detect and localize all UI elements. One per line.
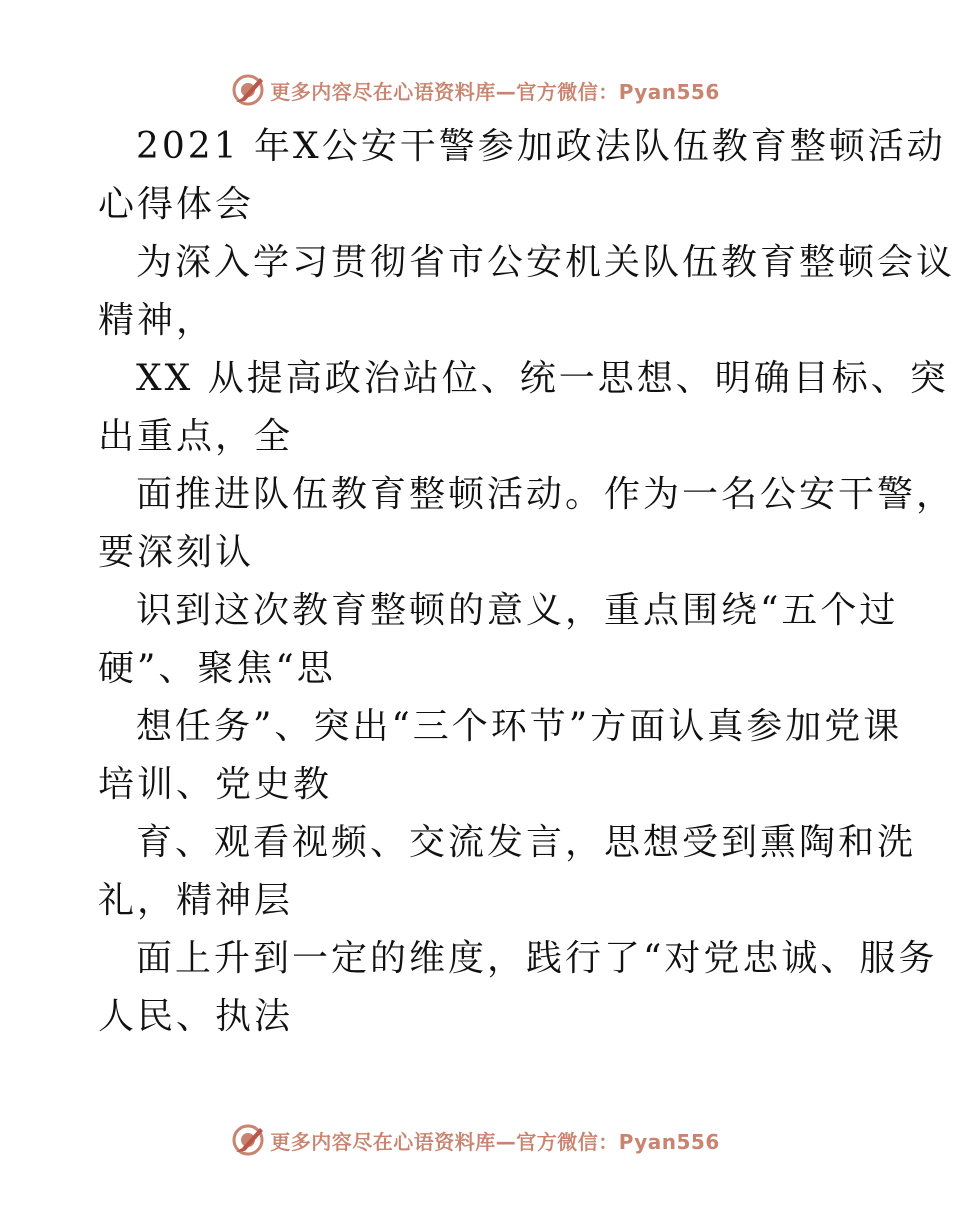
body-line: 识到这次教育整顿的意义，重点围绕“五个过 — [136, 590, 899, 631]
document-body — [98, 118, 955, 1046]
body-line: 精神， — [98, 300, 216, 341]
watermark-text: 更多内容尽在心语资料库—官方微信：Pyan556 — [270, 79, 720, 104]
body-line: 礼，精神层 — [98, 880, 294, 921]
body-line: 出重点，全 — [98, 416, 294, 457]
watermark-banner-top — [0, 70, 950, 110]
body-line: 面推进队伍教育整顿活动。作为一名公安干警， — [136, 474, 955, 515]
body-line: 培训、党史教 — [98, 764, 333, 805]
body-line: 人民、执法 — [98, 996, 294, 1037]
body-line: 育、观看视频、交流发言，思想受到熏陶和洗 — [136, 822, 917, 863]
body-line: 为深入学习贯彻省市公安机关队伍教育整顿会议 — [136, 242, 955, 283]
body-line: 要深刻认 — [98, 532, 255, 573]
body-line: 硬”、聚焦“思 — [98, 648, 336, 689]
title-line-2: 心得体会 — [98, 184, 255, 225]
pen-nib-logo-icon — [230, 1122, 266, 1158]
body-line: XX 从提高政治站位、统一思想、明确目标、突 — [136, 358, 949, 399]
watermark-banner-bottom — [0, 1120, 950, 1160]
body-line: 想任务”、突出“三个环节”方面认真参加党课 — [136, 706, 903, 747]
pen-nib-logo-icon — [230, 72, 266, 108]
title-line-1: 2021 年X公安干警参加政法队伍教育整顿活动 — [136, 126, 946, 167]
watermark-text: 更多内容尽在心语资料库—官方微信：Pyan556 — [270, 1129, 720, 1154]
body-line: 面上升到一定的维度，践行了“对党忠诚、服务 — [136, 938, 938, 979]
